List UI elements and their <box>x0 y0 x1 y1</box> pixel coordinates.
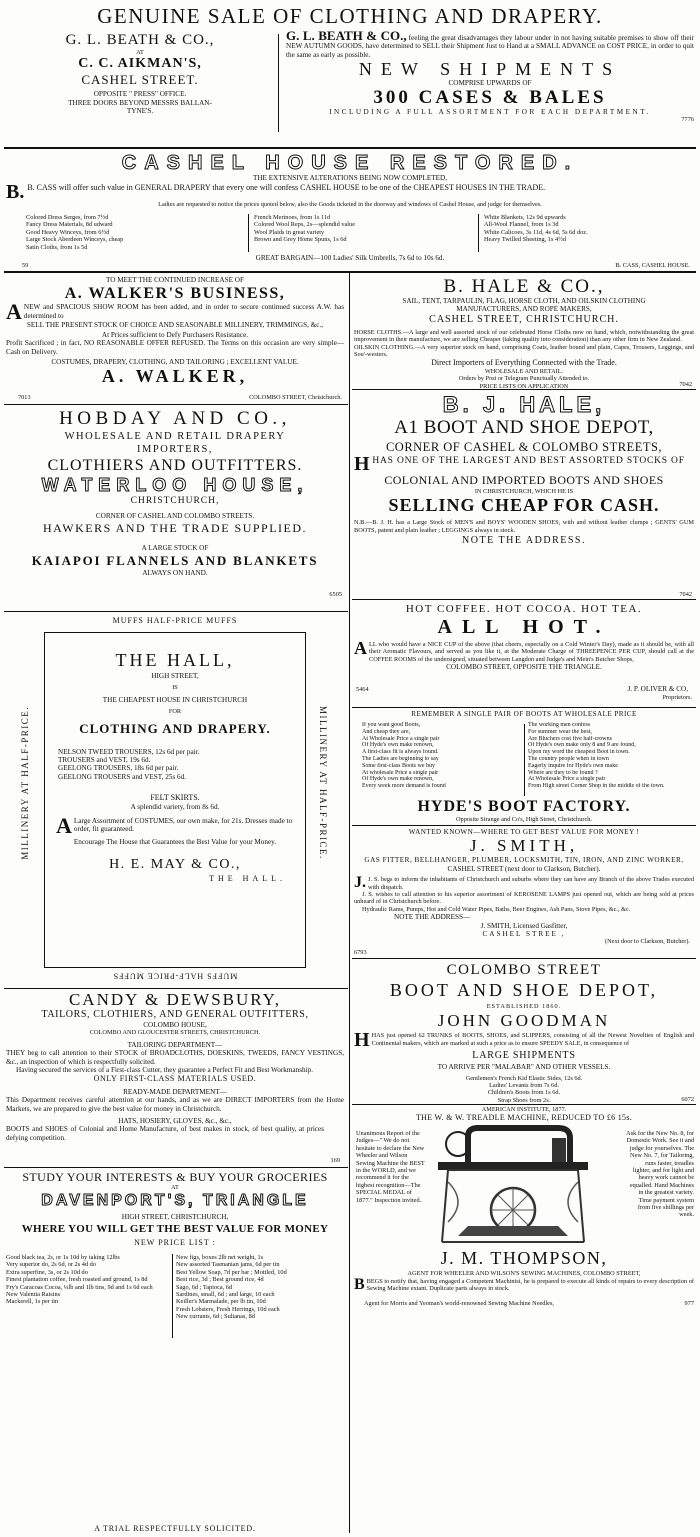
hyde-col2-9: From High street Corner Shop in the middle of the town. <box>528 783 665 790</box>
ad-beath <box>6 4 694 146</box>
walker-addr: COLOMBO STREET, Christchurch. <box>249 393 342 401</box>
dav-col2-4: Sago, 6d ; Tapioca, 6d <box>176 1283 233 1291</box>
hyde-col2-7: Where are they to be found ? <box>528 769 598 776</box>
goodman-name: JOHN GOODMAN <box>437 1011 611 1031</box>
hall-cloth: CLOTHING AND DRAPERY. <box>79 720 271 736</box>
goodman-initial: H <box>354 1029 370 1052</box>
oliver-initial: A <box>354 638 367 658</box>
ad-hyde <box>354 710 694 824</box>
hall-felt2: A splendid variety, from 8s 6d. <box>130 802 220 811</box>
cass-col2-2: Wool Plaids in great variety <box>254 228 325 236</box>
dav-street: HIGH STREET, CHRISTCHURCH, <box>121 1213 229 1222</box>
goodman-item-0: Gentlemen's French Kid Elastic Sides, 12s 6d. <box>465 1074 583 1082</box>
candy-only: ONLY FIRST-CLASS MATERIALS USED. <box>93 1074 257 1084</box>
walker-initial: A <box>6 299 22 325</box>
bjhale-l2: CORNER OF CASHEL & COLOMBO STREETS, <box>385 440 663 454</box>
hyde-col2-1: For summer wear the best, <box>528 728 592 735</box>
walker-p4: Profit Sacrificed ; in fact, NO REASONABLE OFFER REFUSED. The Terms on this occasion are very simple—Cash on Delivery. <box>6 339 344 356</box>
bhale-p4: WHOLESALE AND RETAIL. <box>484 367 564 375</box>
hyde-title: HYDE'S BOOT FACTORY. <box>417 798 631 815</box>
beath-left-opp: OPPOSITE " PRESS" OFFICE. <box>93 90 187 99</box>
bhale-p5: Orders by Post or Telegram Punctually Attended to. <box>458 375 590 383</box>
hall-felt: FELT SKIRTS. <box>150 793 200 803</box>
hall-costumes: Large Assortment of COSTUMES, our own make, for 21s. Dresses made to order, fit guaranteed. <box>73 817 293 834</box>
walker-p1: NEW and SPACIOUS SHOW ROOM has been added, and in order to secure continued success A.W. has determined to <box>23 303 344 320</box>
walker-ref: 7013 <box>18 393 31 401</box>
smith-initial: J. <box>354 874 366 892</box>
walker-p5: COSTUMES, DRAPERY, CLOTHING, AND TAILORING ; EXCELLENT VALUE. <box>51 358 299 367</box>
ad-hobday <box>6 408 344 610</box>
goodman-ref: 6072 <box>681 1095 694 1103</box>
hyde-col1-9: Every week more demand is found <box>362 783 446 790</box>
bjhale-ref: 7042 <box>679 590 692 598</box>
thompson-title: THE W. & W. TREADLE MACHINE, REDUCED TO £6 15s. <box>415 1113 633 1123</box>
bjhale-l6: SELLING CHEAP FOR CASH. <box>388 495 660 516</box>
dav-col2-0: New figs, boxes 2lb net weight, 1s <box>176 1254 264 1261</box>
cass-col1-4: Satin Cloths, from 1s 5d <box>26 243 88 251</box>
hall-encourage: Encourage The House that Guarantees the Best Value for your Money. <box>73 837 277 846</box>
dav-col1-3: Finest plantation coffee, fresh roasted and ground, 1s 8d <box>6 1276 148 1284</box>
hyde-col2-3: Of Hyde's own make only 8 and 9 are found, <box>528 742 636 749</box>
thompson-ref: 977 <box>684 1300 694 1307</box>
dav-col1-5: New Valentia Raisins <box>6 1291 61 1299</box>
oliver-title: ALL HOT. <box>437 616 611 638</box>
dav-col1-1: Very superior do, 2s 6d, or 2s 4d do <box>6 1261 96 1269</box>
goodman-est: ESTABLISHED 1860. <box>486 1003 562 1010</box>
cass-col3-1: All-Wool Flannel, from 1s 3d <box>484 221 559 229</box>
beath-new-shipments: NEW SHIPMENTS <box>358 59 622 80</box>
dav-col1-0: Good black tea, 2s, or 1s 10d by taking 12lbs <box>6 1254 120 1261</box>
column-divider <box>349 273 350 1533</box>
beath-ref: 7776 <box>681 116 694 124</box>
thompson-initial: B <box>354 1276 365 1293</box>
oliver-ref: 5464 <box>356 686 369 693</box>
bhale-l1: SAIL, TENT, TARPAULIN, FLAG, HORSE CLOTH, AND OILSKIN CLOTHING <box>402 297 646 305</box>
candy-tail-p: THEY beg to call attention to their STOCK of BROADCLOTHS, DOESKINS, TWEEDS, FANCY VESTINGS, &c., an inspection of which is respectfully solicited. <box>6 1049 344 1066</box>
candy-ready-h: READY-MADE DEPARTMENT— <box>123 1087 227 1096</box>
dav-col1-6: Mackerell, 1s per tin <box>6 1298 59 1306</box>
cass-col1-0: Colored Dress Serges, from 7½d <box>26 214 109 221</box>
hall-item-1: TROUSERS and VEST, 19s 6d. <box>58 756 151 765</box>
smith-sign2: CASHEL STREE , <box>482 930 566 939</box>
candy-addr: COLOMBO AND GLOUCESTER STREETS, CHRISTCHURCH. <box>89 1029 261 1037</box>
beath-including: INCLUDING A FULL ASSORTMENT FOR EACH DEPARTMENT. <box>329 107 651 116</box>
hyde-addr: Opposite Strange and Co's, High Street, Christchurch. <box>456 816 592 823</box>
beath-heading: GENUINE SALE OF CLOTHING AND DRAPERY. <box>97 4 603 28</box>
dav-col2-6: Keiller's Marmalade, per lb tin, 10d <box>176 1298 266 1306</box>
rule-1 <box>4 147 696 149</box>
hobday-l1: WHOLESALE AND RETAIL DRAPERY <box>64 431 286 442</box>
hyde-col1-6: Some first-class Boots we buy <box>362 762 435 769</box>
bhale-ref: 7042 <box>679 380 692 388</box>
beath-left-aikman: C. C. AIKMAN'S, <box>78 56 202 72</box>
oliver-p1: LL who would have a NICE CUP of the above (that cheers, especially on a Cold Winter's Day), made as it should be, with all their Aromatic Flavours, and served as you like it, at the Moderate Charge of THREEPENCE PER CUP, should call at the COFFEE ROOMS of the undersigned, situated between Langdon and Judge's and Mein's Butcher Shops, <box>369 641 694 663</box>
oliver-top: HOT COFFEE. HOT COCOA. HOT TEA. <box>405 603 643 615</box>
goodman-p1: HAS just opened 62 TRUNKS of BOOTS, SHOES, and SLIPPERS, consisting of all the Newest Novelties of English and Continental makers, which are marked at such a price as to ensure SPEEDY SALE, in consequence of <box>371 1032 694 1047</box>
ad-walker <box>6 276 344 402</box>
ad-bhale <box>354 276 694 388</box>
ad-candy <box>6 991 344 1166</box>
hyde-col2-6: Eagerly inquire for Hyde's own make <box>528 762 618 769</box>
hobday-l3: CLOTHIERS AND OUTFITTERS. <box>47 457 303 474</box>
hyde-col2-2: Are Bluchers cost five half-crowns <box>528 735 612 742</box>
hall-bottom: MUFFS HALF-PRICE MUFFS <box>112 971 238 981</box>
hall-initial: A <box>56 813 72 839</box>
smith-l2: CASHEL STREET (next door to Clarkson, Butcher). <box>447 864 601 873</box>
cass-col-1 <box>26 214 246 251</box>
goodman-arrive: TO ARRIVE PER "MALABAR" AND OTHER VESSELS. <box>437 1063 611 1072</box>
smith-p1: J. S. begs to inform the inhabitants of Christchurch and suburbs where they can have any Branch of the above Trades executed with dispatch. <box>368 876 694 891</box>
ad-smith <box>354 828 694 956</box>
dav-where: WHERE YOU WILL GET THE BEST VALUE FOR MONEY <box>21 1222 329 1235</box>
cass-col3-2: White Calicoes, 3s 11d, 4s 6d, 5s 6d doz. <box>484 228 588 236</box>
smith-p3: Hydraulic Rams, Pumps, Hot and Cold Water Pipes, Baths, Beer Engines, Ash Pans, Stove Pipes, &c., &c. <box>362 905 631 913</box>
ad-bjhale <box>354 392 694 598</box>
hall-sub: THE HALL. <box>209 874 286 884</box>
cass-banner: CASHEL HOUSE RESTORED. <box>121 152 579 174</box>
hyde-col1-0: If you want good Boots, <box>362 722 421 728</box>
hall-side-left: MILLINERY AT HALF-PRICE. <box>20 706 30 860</box>
cass-col1-2: Good Heavy Winceys, from 6½d <box>26 228 110 236</box>
bhale-l3: CASHEL STREET, CHRISTCHURCH. <box>429 313 619 325</box>
hall-side-right: MILLINERY AT HALF-PRICE. <box>318 706 328 860</box>
cass-col-2 <box>254 214 474 244</box>
smith-top: WANTED KNOWN—WHERE TO GET BEST VALUE FOR MONEY ! <box>408 828 640 836</box>
hobday-l5: CHRISTCHURCH, <box>130 496 220 506</box>
bhale-title: B. HALE & CO., <box>443 276 605 297</box>
oliver-addr: COLOMBO STREET, OPPOSITE THE TRIANGLE. <box>446 663 602 672</box>
hall-item-0: NELSON TWEED TROUSERS, 12s 6d per pair. <box>58 747 200 756</box>
ad-hall <box>6 616 344 986</box>
cass-col2-0: French Merinoes, from 1s 11d <box>254 214 331 221</box>
candy-ref: 169 <box>330 1156 340 1164</box>
bjhale-l4: COLONIAL AND IMPORTED BOOTS AND SHOES <box>384 473 664 487</box>
candy-tail-h: TAILORING DEPARTMENT— <box>127 1040 223 1049</box>
smith-ref: 6793 <box>354 948 367 956</box>
dav-list-h: NEW PRICE LIST : <box>134 1237 216 1247</box>
walker-p3: At Prices sufficient to Defy Purchasers Resistance. <box>101 330 249 339</box>
hall-title: THE HALL, <box>115 650 235 670</box>
hall-is: IS <box>172 684 178 692</box>
goodman-l1: COLOMBO STREET <box>446 962 602 978</box>
dav-col2-3: Best rice, 3d ; Best ground rice, 4d <box>176 1276 264 1284</box>
bhale-p1: HORSE CLOTHS.—A large and well assorted stock of our celebrated Horse Cloths now on hand, which, notwithstanding the great improvement in their manufacture, we are selling Cheaper (taking quality into consideration) than any other firm in New Zealand. <box>354 328 694 344</box>
goodman-item-3: Strap Shoes from 2s. <box>497 1096 551 1103</box>
hyde-top: REMEMBER A SINGLE PAIR OF BOOTS AT WHOLESALE PRICE <box>411 710 637 718</box>
ad-goodman <box>354 961 694 1103</box>
rule-2 <box>4 271 696 273</box>
ad-davenport <box>6 1170 344 1534</box>
bjhale-nb: N.B.—B. J. H. has a Large Stock of MEN'S and BOYS' WOODEN SHOES, with and without leather clumps ; GENTS' GUM BOOTS, patent and plain leather ; LEGGINGS always in stock. <box>354 519 694 534</box>
beath-right-name: G. L. BEATH & CO., <box>286 28 407 43</box>
hobday-l6: CORNER OF CASHEL AND COLOMBO STREETS. <box>95 512 255 520</box>
bhale-p2: OILSKIN CLOTHING.—A very superior stock on hand, comprising Coats, leather bound and plain, Capes, Trousers, Leggings, and Sou'-westers. <box>354 343 694 359</box>
candy-boots: BOOTS and SHOES of Colonial and Home Manufacture, of best makes in stock, of best quality, at prices defying competition. <box>6 1125 324 1142</box>
smith-title: J. SMITH, <box>469 836 579 856</box>
smith-l1: GAS FITTER, BELLHANGER, PLUMBER, LOCKSMITH, TIN, IRON, AND ZINC WORKER, <box>364 856 684 865</box>
dav-col2-8: New currants, 6d ; Sultanas, 8d <box>176 1313 255 1321</box>
hyde-col1-1: And cheap they are, <box>362 728 410 735</box>
cass-sub: THE EXTENSIVE ALTERATIONS BEING NOW COMPLETED, <box>252 174 448 182</box>
hyde-col1-4: A first-class fit is always found. <box>362 749 439 756</box>
bjhale-l3: HAS ONE OF THE LARGEST AND BEST ASSORTED STOCKS OF <box>372 456 685 466</box>
hyde-col2-0: The working men confess <box>528 722 591 728</box>
ad-cass <box>6 152 694 270</box>
beath-comprise: COMPRISE UPWARDS OF <box>448 79 532 88</box>
candy-tail-p2: Having secured the services of a First-class Cutter, they guarantee a Perfect Fit and Best Workmanship. <box>16 1066 313 1075</box>
hyde-col-2 <box>528 722 694 790</box>
ad-thompson <box>354 1106 694 1534</box>
oliver-prop: Proprietors. <box>662 694 692 701</box>
thompson-p1: BEGS to notify that, having engaged a Competent Machinist, he is prepared to execute all kinds of repairs to every description of Sewing Machine extant. Duplicate parts always in stock. <box>366 1278 694 1293</box>
dav-col2-2: Best Yellow Soap, 7d per bar ; Mottled, 10d <box>176 1268 287 1276</box>
dav-at: AT <box>171 1184 179 1191</box>
beath-cases: 300 CASES & BALES <box>373 86 607 108</box>
candy-hats: HATS, HOSIERY, GLOVES, &c., &c., <box>118 1117 232 1126</box>
thompson-right: Ask for the New No. 8, for Domestic Work. See it and judge for yourselves. The New No. 7, for Tailoring, runs faster, treadles lighter, and for light and heavy work cannot be equalled. Hand Machines in the greatest variety. Time payment system from five shillings per week. <box>626 1130 694 1219</box>
beath-left-street: CASHEL STREET. <box>81 72 199 88</box>
candy-sub: TAILORS, CLOTHIERS, AND GENERAL OUTFITTERS, <box>41 1009 309 1020</box>
cass-col2-3: Brown and Grey Home Spuns, 1s 6d <box>254 236 347 244</box>
beath-right-text: feeling the great disadvantages they labour under in not having suitable premises to show off their NEW AUTUMN GOODS, have determined to SELL their Shipment Just to Hand at a SMALL ADVANCE on COST PRICE, in order to quit the same as early as possible. <box>286 34 694 59</box>
smith-sign3: (Next door to Clarkson, Butcher). <box>605 938 690 946</box>
hall-cheapest: THE CHEAPEST HOUSE IN CHRISTCHURCH <box>102 695 248 704</box>
bhale-p6: PRICE LISTS ON APPLICATION <box>479 382 569 388</box>
hyde-col-1 <box>362 722 522 790</box>
dav-col-2 <box>176 1254 344 1321</box>
cass-bargain: GREAT BARGAIN—100 Ladies' Silk Umbrells, 7s 6d to 10s 6d. <box>255 254 445 262</box>
hyde-col1-2: At Wholesale Price a single pair <box>362 735 440 742</box>
dav-col1-4: Fry's Caracoas Cocoa, ¼lb and 1lb tins, 9d and 1s 6d each <box>6 1283 153 1291</box>
beath-left-name: G. L. BEATH & CO., <box>65 32 215 48</box>
thompson-inst: AMERICAN INSTITUTE, 1877. <box>481 1106 567 1113</box>
hobday-l4: WATERLOO HOUSE, <box>41 475 309 495</box>
dav-col2-7: Fresh Lobsters, Fresh Herrings, 10d each <box>176 1305 280 1313</box>
thompson-agent: AGENT FOR WHEELER AND WILSON'S SEWING MACHINES, COLOMBO STREET, <box>407 1270 641 1277</box>
walker-title: A. WALKER'S BUSINESS, <box>64 285 286 303</box>
hobday-ref: 6505 <box>329 590 342 598</box>
hall-name: H. E. MAY & CO., <box>109 857 241 873</box>
hobday-l8: A LARGE STOCK OF <box>141 544 209 553</box>
candy-title: CANDY & DEWSBURY, <box>68 991 282 1009</box>
bjhale-initial: H <box>354 453 371 475</box>
dav-col2-1: New assorted Tasmanian jams, 6d per tin <box>176 1261 280 1269</box>
hyde-col1-5: The Ladies are beginning to say <box>362 755 439 762</box>
hall-item-2: GEELONG TROUSERS, 18s 6d per pair. <box>58 764 179 773</box>
bhale-p3: Direct Importers of Everything Connected with the Trade. <box>431 358 617 368</box>
cass-ref: 59 <box>22 262 29 269</box>
goodman-large: LARGE SHIPMENTS <box>472 1050 576 1062</box>
walker-name: A. WALKER, <box>101 366 249 387</box>
beath-left <box>6 32 274 116</box>
hall-for: FOR <box>168 708 182 716</box>
candy-house: COLOMBO HOUSE, <box>143 1021 207 1029</box>
goodman-item-1: Ladies' Levants from 7s 6d. <box>489 1082 559 1090</box>
cass-sign: B. CASS, CASHEL HOUSE. <box>615 262 690 269</box>
goodman-l2: BOOT AND SHOE DEPOT, <box>389 980 659 1000</box>
hall-item-3: GEELONG TROUSERS and VEST, 25s 6d. <box>58 772 186 781</box>
dav-col1-2: Extra superfine, 3s, or 2s 10d do <box>6 1268 88 1276</box>
hyde-col1-7: At wholesale Price a single pair <box>362 769 439 776</box>
cass-col3-0: White Blankets, 12s 9d upwards <box>484 214 566 221</box>
hyde-col2-4: Upon my word the cheapest Boot in town. <box>528 749 630 756</box>
cass-main: B. CASS will offer such value in GENERAL DRAPERY that every one will confess CASHEL HOUSE to be one of the CHEAPEST HOUSES IN THE TRADE. <box>27 183 546 193</box>
goodman-item-2: Children's Boots from 1s 6d. <box>487 1089 561 1097</box>
walker-p2: SELL THE PRESENT STOCK OF CHOICE AND SEASONABLE MILLINERY, TRIMMINGS, &c., <box>26 321 324 330</box>
thompson-name: J. M. THOMPSON, <box>440 1248 608 1268</box>
cass-col2-1: Colored Wool Reps, 2s—splendid value <box>254 221 355 229</box>
sewing-machine-illustration <box>428 1122 624 1248</box>
cass-col-3 <box>484 214 694 244</box>
hall-street: HIGH STREET, <box>151 672 199 680</box>
smith-p2: J. S. wishes to call attention to his superior assortment of KEROSENE LAMPS just opened out, which are being sold at prices unheard of in Christchurch before. <box>354 891 694 906</box>
hall-top: MUFFS HALF-PRICE MUFFS <box>112 616 238 625</box>
bjhale-l1: A1 BOOT AND SHOE DEPOT, <box>394 417 654 438</box>
beath-left-at: AT <box>136 49 144 56</box>
hyde-col1-3: Of Hyde's own make renown, <box>362 742 434 749</box>
hobday-title: HOBDAY AND CO., <box>59 408 291 429</box>
dav-col2-5: Sardines, small, 6d ; and large, 10 each <box>176 1291 275 1299</box>
bjhale-title: B. J. HALE, <box>442 392 606 417</box>
beath-left-tynes: TYNE'S. <box>126 107 154 116</box>
hobday-l10: ALWAYS ON HAND. <box>142 568 208 577</box>
ad-oliver <box>354 602 694 706</box>
smith-sign: J. SMITH, Licensed Gasfitter, <box>480 921 568 930</box>
hobday-l9: KAIAPOI FLANNELS AND BLANKETS <box>31 552 319 568</box>
cass-col1-1: Fancy Dress Materials, 8d udward <box>26 221 113 229</box>
hobday-l7: HAWKERS AND THE TRADE SUPPLIED. <box>42 521 308 536</box>
candy-ready-p: This Department receives careful attention at our hands, and as we are DIRECT IMPORTERS from the Home Markets, we are prepared to give the best value for money in Christchurch. <box>6 1096 344 1113</box>
hyde-col2-8: At Wholesale Price a single pair <box>528 776 606 783</box>
beath-divider <box>278 34 279 132</box>
bhale-l2: MANUFACTURERS, AND ROPE MAKERS, <box>456 305 592 314</box>
walker-top: TO MEET THE CONTINUED INCREASE OF <box>106 276 244 284</box>
dav-top: STUDY YOUR INTERESTS & BUY YOUR GROCERIES <box>22 1170 328 1184</box>
hobday-l2: IMPORTERS, <box>137 444 213 455</box>
dav-name: DAVENPORT'S, TRIANGLE <box>41 1192 309 1210</box>
dav-col-1 <box>6 1254 170 1306</box>
cass-col1-3: Large Stock Aberdeen Winceys, cheap <box>26 236 124 244</box>
bjhale-l5: IN CHRISTCHURCH, WHICH HE IS <box>474 488 574 495</box>
beath-left-doors: THREE DOORS BEYOND MESSRS BALLAN- <box>68 98 212 107</box>
bjhale-note: NOTE THE ADDRESS. <box>462 535 586 547</box>
thompson-p2: Agent for Morris and Yeoman's world-renowned Sewing Machine Needles, <box>364 1300 555 1307</box>
cass-initial: B. <box>6 181 25 204</box>
cass-col3-3: Heavy Twilled Sheeting, 1s 4½d <box>484 236 566 244</box>
cass-intro: Ladies are requested to notice the prices quoted below, also the Goods ticketed in the doorway and windows of Cashel House, and judge for themselves. <box>158 201 542 209</box>
oliver-name: J. P. OLIVER & CO, <box>627 685 688 693</box>
beath-right <box>286 28 694 124</box>
hyde-col2-5: The country people when in town <box>528 755 609 762</box>
thompson-left: Unanimous Report of the Judges—" We do not hesitate to declare the New Wheeler and Wilson Sewing Machine the BEST in the WORLD, and we recommend it for the highest recognition—The SPECIAL MEDAL of 1877." Inspection invited. <box>356 1130 425 1204</box>
hyde-col1-8: Of Hyde's own make renown, <box>362 776 434 783</box>
smith-note: NOTE THE ADDRESS— <box>394 913 471 922</box>
dav-trial: A TRIAL RESPECTFULLY SOLICITED. <box>94 1524 256 1533</box>
